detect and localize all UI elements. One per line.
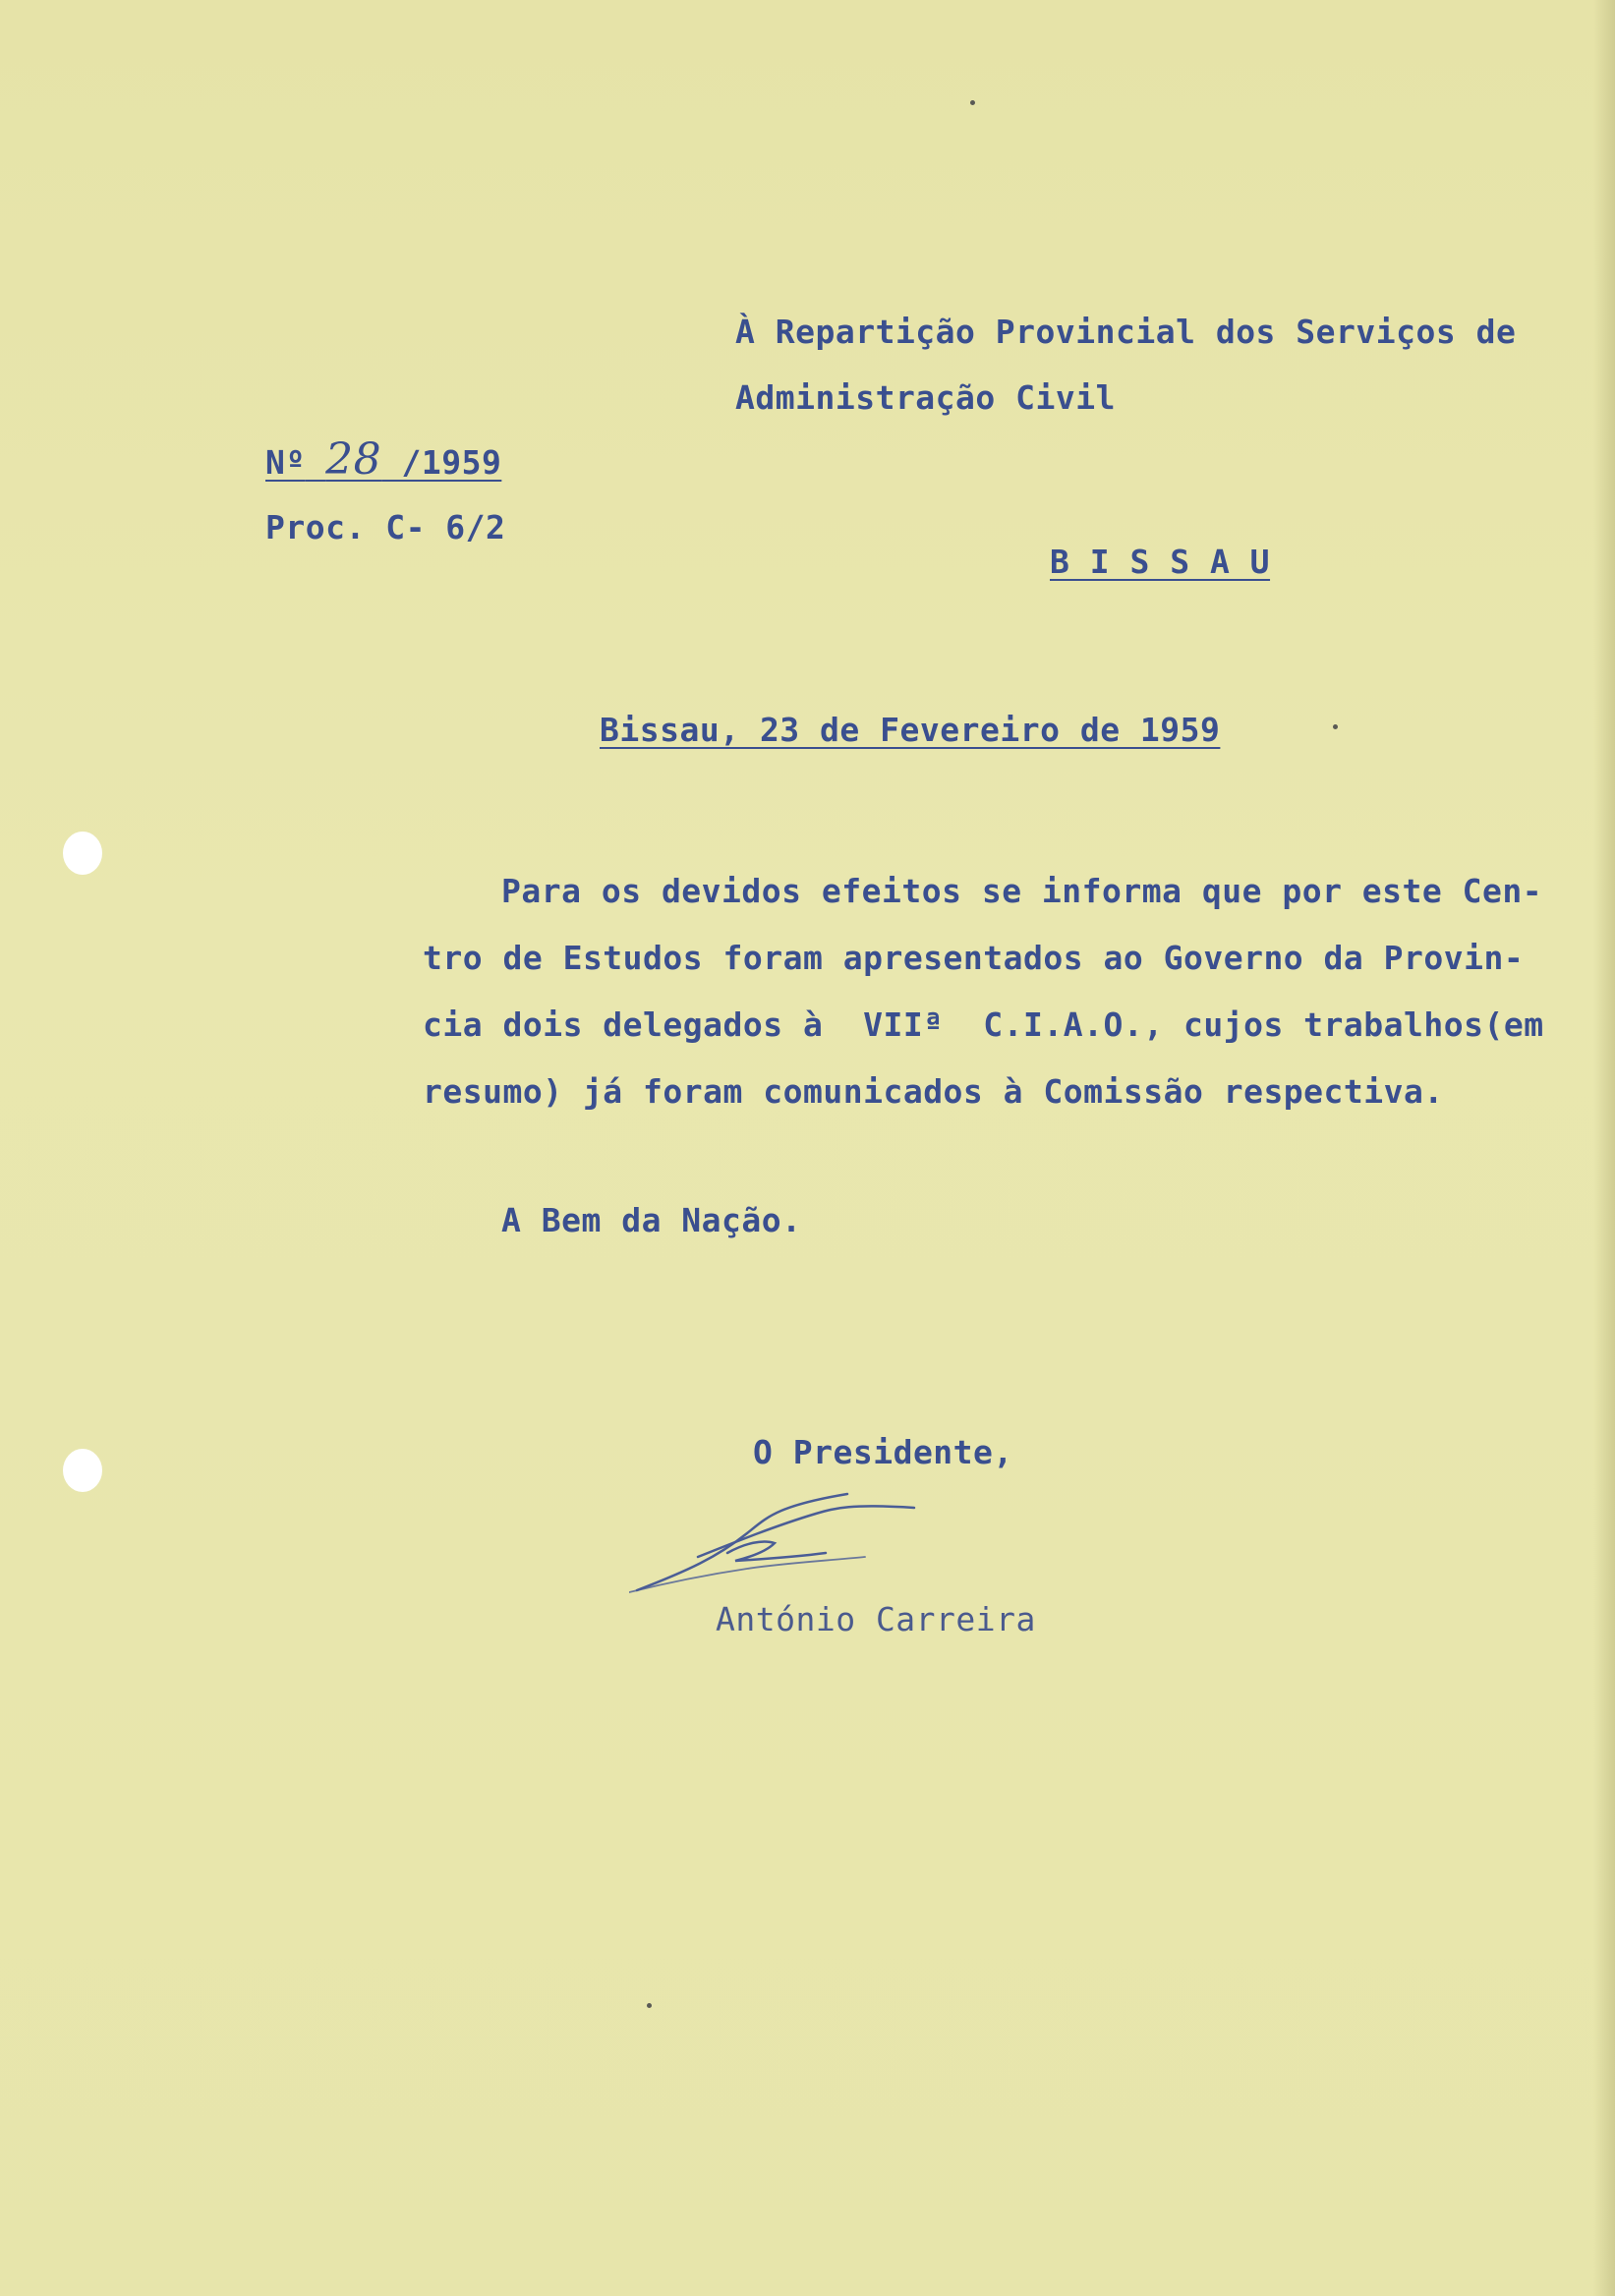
signer-title: O Presidente, (753, 1433, 1013, 1471)
body-line-3: cia dois delegados à VIIª C.I.A.O., cujos trabalhos(em (423, 1005, 1544, 1044)
body-line-1: Para os devidos efeitos se informa que por este Cen- (501, 872, 1543, 910)
ink-speck (970, 100, 975, 105)
ink-speck (1333, 724, 1338, 729)
number-year: /1959 (401, 443, 502, 482)
addressee-line-2: Administração Civil (735, 378, 1116, 417)
process-reference: Proc. C- 6/2 (265, 508, 506, 546)
body-line-4: resumo) já foram comunicados à Comissão respectiva. (423, 1072, 1444, 1111)
paper-edge-shadow (1593, 0, 1615, 2296)
punch-hole-bottom (63, 1449, 102, 1492)
number-handwritten: 28 (325, 434, 382, 485)
body-line-2: tro de Estudos foram apresentados ao Governo da Provin- (423, 939, 1525, 977)
number-prefix: Nº (265, 443, 306, 482)
punch-hole-top (63, 832, 102, 875)
destination-city: B I S S A U (1050, 543, 1271, 581)
addressee-line-1: À Repartição Provincial dos Serviços de (735, 313, 1517, 351)
closing-salutation: A Bem da Nação. (501, 1201, 802, 1239)
handwritten-signature (629, 1484, 924, 1602)
document-number (265, 434, 502, 485)
signer-name: António Carreira (716, 1600, 1036, 1638)
date-line: Bissau, 23 de Fevereiro de 1959 (600, 711, 1221, 749)
ink-speck (647, 2003, 652, 2008)
